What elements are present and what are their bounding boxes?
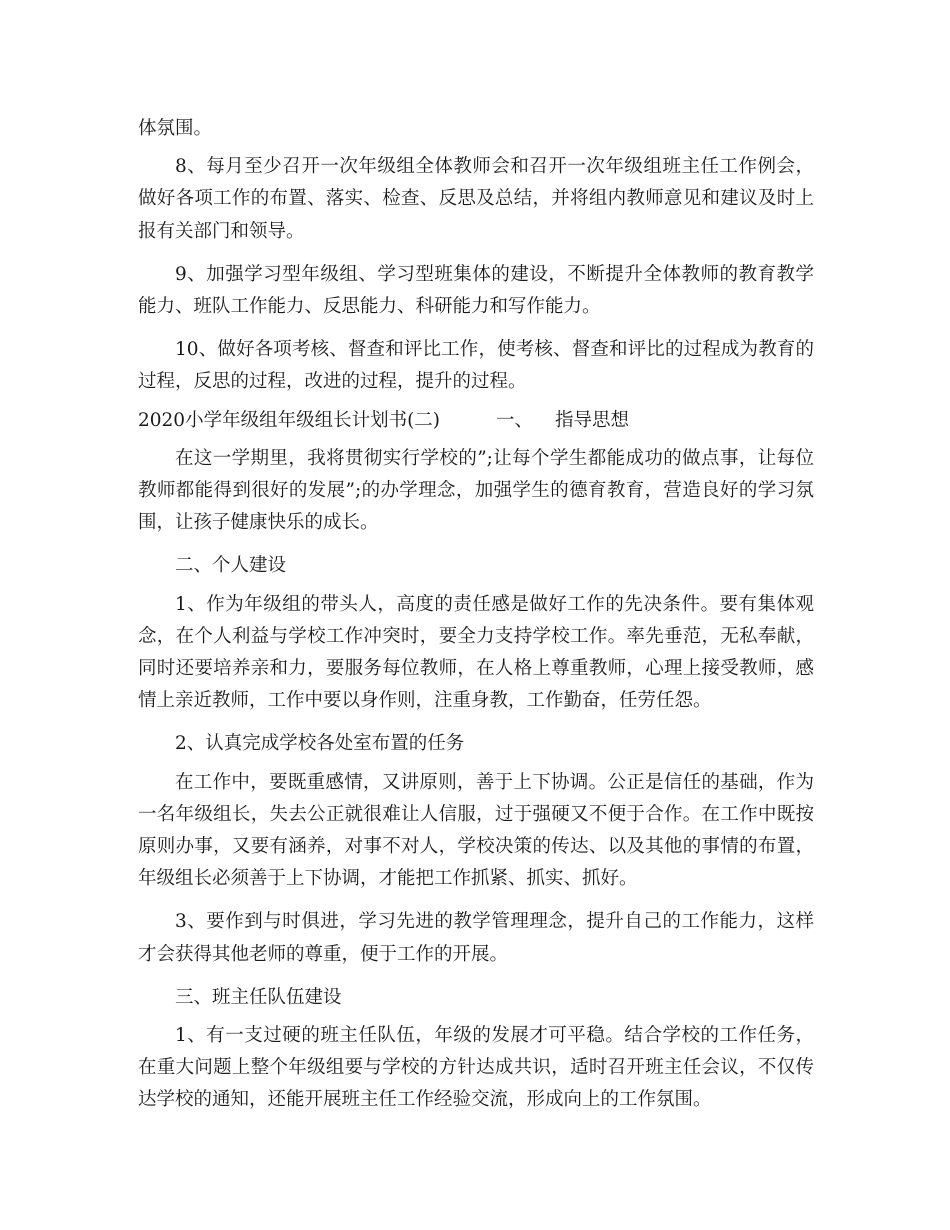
section-number: 一、 <box>496 409 534 431</box>
document-title: 2020小学年级组年级组长计划书(二) <box>138 409 441 431</box>
section-heading <box>138 405 814 437</box>
paragraph-item-9: 9、加强学习型年级组、学习型班集体的建设，不断提升全体教师的教育教学能力、班队工作能力、反思能力、科研能力和写作能力。 <box>138 263 814 318</box>
document-body <box>138 113 814 1128</box>
paragraph-guiding-thought: 在这一学期里，我将贯彻实行学校的”;让每个学生都能成功的做点事，让每位教师都能得到很好的发展”;的办学理念，加强学生的德育教育，营造良好的学习氛围，让孩子健康快乐的成长。 <box>138 447 814 534</box>
paragraph-continuation: 体氛围。 <box>138 118 213 139</box>
paragraph-team-1: 1、有一支过硬的班主任队伍，年级的发展才可平稳。结合学校的工作任务，在重大问题上整个年级组要与学校的方针达成共识，适时召开班主任会议，不仅传达学校的通知，还能开展班主任工作经验交流，形成向上的工作氛围。 <box>138 1025 814 1111</box>
paragraph-personal-3: 3、要作到与时俱进，学习先进的教学管理理念，提升自己的工作能力，这样才会获得其他老师的尊重，便于工作的开展。 <box>138 911 814 965</box>
section-subtitle: 指导思想 <box>555 409 630 431</box>
paragraph-personal-2-detail: 在工作中，要既重感情，又讲原则，善于上下协调。公正是信任的基础，作为一名年级组长，失去公正就很难让人信服，过于强硬又不便于合作。在工作中既按原则办事，又要有涵养，对事不对人，学校决策的传达、以及其他的事情的布置，年级组长必须善于上下协调，才能把工作抓紧、抓实、抓好。 <box>138 771 814 890</box>
paragraph-item-8: 8、每月至少召开一次年级组全体教师会和召开一次年级组班主任工作例会，做好各项工作的布置、落实、检查、反思及总结，并将组内教师意见和建议及时上报有关部门和领导。 <box>138 156 814 242</box>
paragraph-personal-1: 1、作为年级组的带头人，高度的责任感是做好工作的先决条件。要有集体观念，在个人利益与学校工作冲突时，要全力支持学校工作。率先垂范，无私奉献，同时还要培养亲和力，要服务每位教师，在人格上尊重教师，心理上接受教师，感情上亲近教师，工作中要以身作则，注重身教，工作勤奋，任劳任怨。 <box>138 593 814 712</box>
paragraph-item-10: 10、做好各项考核、督查和评比工作，使考核、督查和评比的过程成为教育的过程，反思的过程，改进的过程，提升的过程。 <box>138 339 814 393</box>
heading-personal-building: 二、个人建设 <box>175 555 287 577</box>
heading-head-teacher-team: 三、班主任队伍建设 <box>175 986 342 1008</box>
paragraph-personal-2: 2、认真完成学校各处室布置的任务 <box>175 733 465 755</box>
